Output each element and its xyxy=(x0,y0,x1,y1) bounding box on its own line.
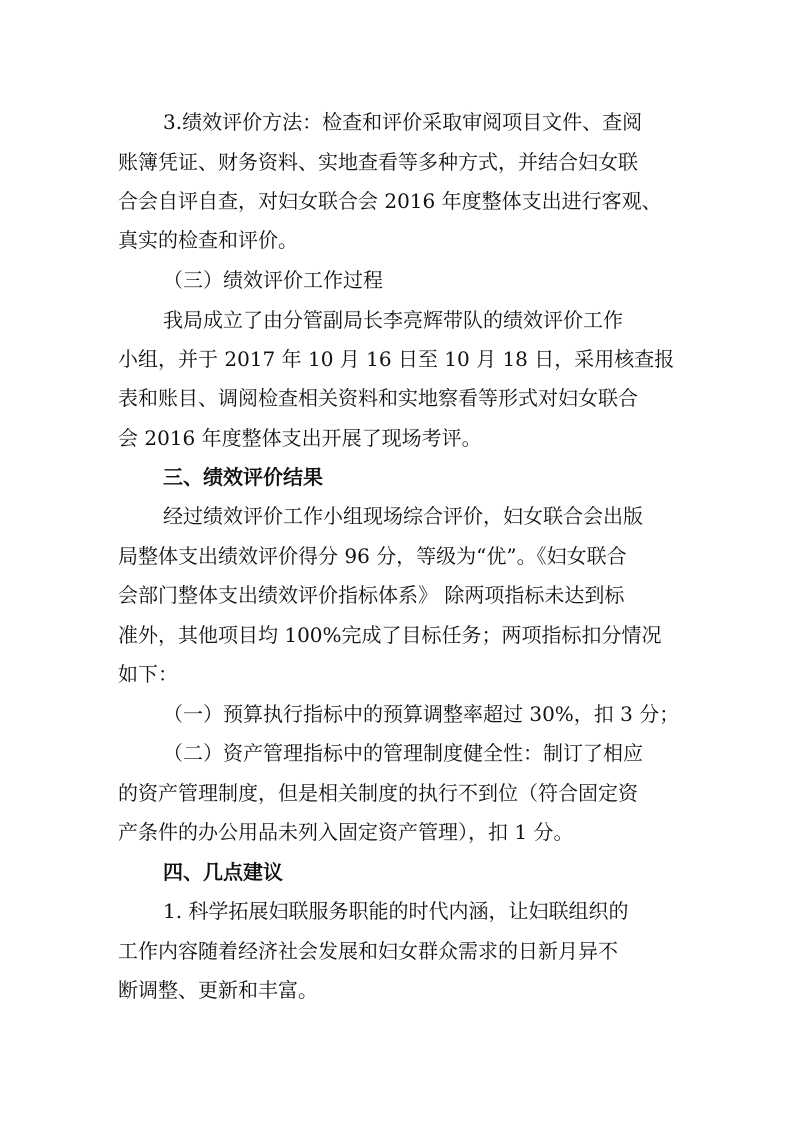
section-heading-results: 三、绩效评价结果 xyxy=(163,465,323,489)
results-paragraph-line-2: 局整体支出绩效评价得分 96 分，等级为“优”。《妇女联合 xyxy=(118,544,627,568)
deduction-item-2-line-1: （二）资产管理指标中的管理制度健全性：制订了相应 xyxy=(163,741,643,765)
process-paragraph-line-3: 表和账目、调阅检查相关资料和实地察看等形式对妇女联合 xyxy=(118,386,638,410)
results-paragraph-line-4: 准外，其他项目均 100%完成了目标任务；两项指标扣分情况 xyxy=(118,623,662,647)
method-paragraph-line-1: 3.绩效评价方法：检查和评价采取审阅项目文件、查阅 xyxy=(163,110,643,134)
suggestion-1-line-2: 工作内容随着经济社会发展和妇女群众需求的日新月异不 xyxy=(118,939,618,963)
results-paragraph-line-5: 如下： xyxy=(118,662,178,686)
section-heading-process: （三）绩效评价工作过程 xyxy=(163,268,383,292)
deduction-item-2-line-2: 的资产管理制度，但是相关制度的执行不到位（符合固定资 xyxy=(118,781,638,805)
process-paragraph-line-2: 小组，并于 2017 年 10 月 16 日至 10 月 18 日，采用核查报 xyxy=(118,347,675,371)
deduction-item-2-line-3: 产条件的办公用品未列入固定资产管理），扣 1 分。 xyxy=(118,820,574,844)
method-paragraph-line-2: 账簿凭证、财务资料、实地查看等多种方式，并结合妇女联 xyxy=(118,150,638,174)
suggestion-1-line-3: 断调整、更新和丰富。 xyxy=(118,978,318,1002)
results-paragraph-line-1: 经过绩效评价工作小组现场综合评价，妇女联合会出版 xyxy=(163,504,643,528)
section-heading-suggestions: 四、几点建议 xyxy=(163,860,283,884)
suggestion-1-line-1: 1. 科学拓展妇联服务职能的时代内涵，让妇联组织的 xyxy=(163,899,629,923)
process-paragraph-line-4: 会 2016 年度整体支出开展了现场考评。 xyxy=(118,426,482,450)
method-paragraph-line-4: 真实的检查和评价。 xyxy=(118,228,298,252)
method-paragraph-line-3: 合会自评自查，对妇女联合会 2016 年度整体支出进行客观、 xyxy=(118,189,662,213)
deduction-item-1: （一）预算执行指标中的预算调整率超过 30%，扣 3 分； xyxy=(163,702,680,726)
process-paragraph-line-1: 我局成立了由分管副局长李亮辉带队的绩效评价工作 xyxy=(163,308,623,332)
results-paragraph-line-3: 会部门整体支出绩效评价指标体系》 除两项指标未达到标 xyxy=(118,583,625,607)
